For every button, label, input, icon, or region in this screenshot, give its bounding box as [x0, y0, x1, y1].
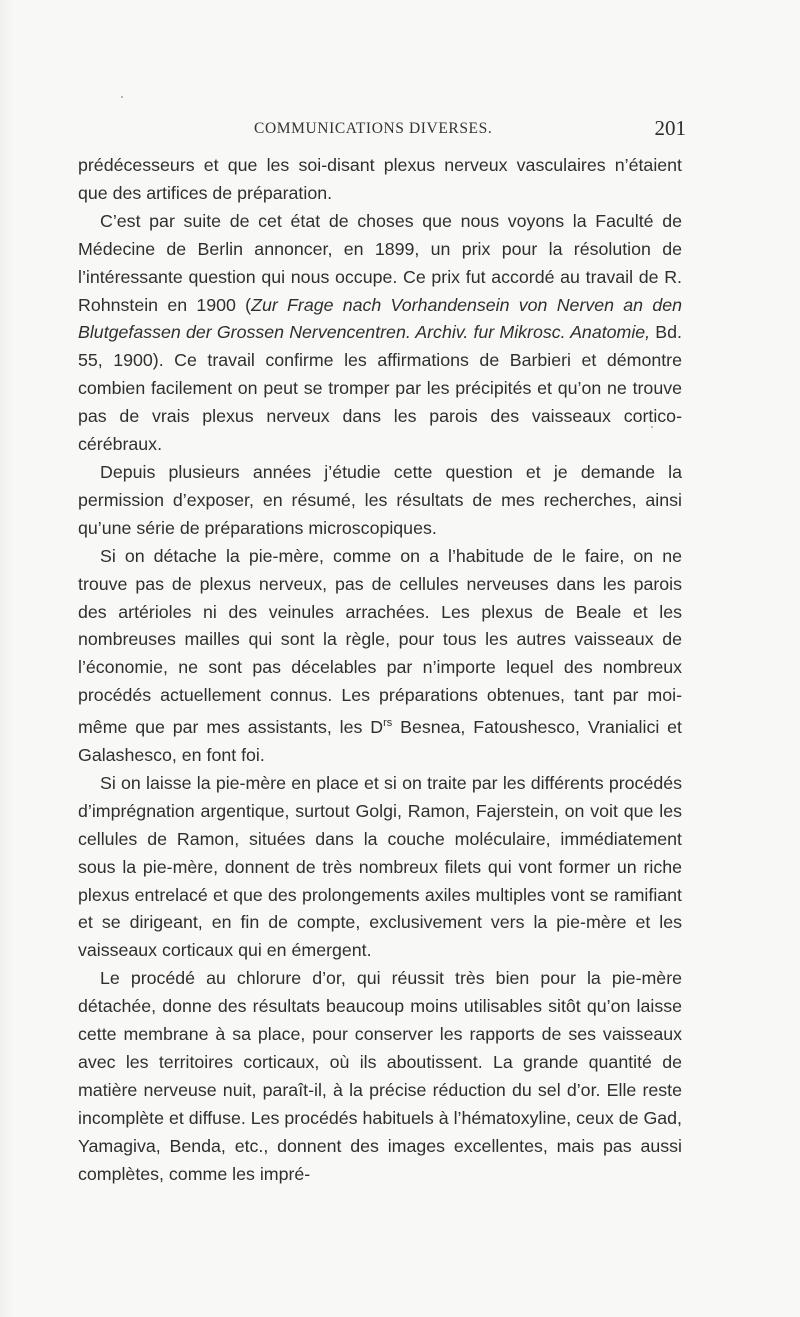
superscript: rs	[383, 717, 393, 730]
paragraph	[78, 543, 682, 770]
paragraph-text: C’est par suite de cet état de choses que nous voyons la Faculté de Médecine de Berlin annoncer, en 1899, un prix pour la résolution de l’intéressante question qui nous occupe. Ce prix fut accordé au travail de R. Rohnstein en 1900 (	[78, 210, 682, 315]
paragraph-text: Si on détache la pie-mère, comme on a l’habitude de le faire, on ne trouve pas de plexus nerveux, pas de cellules nerveuses dans les parois des artérioles ni des veinules arrachées. Les plexus de Beale et les nombreuses mailles qui sont la règle, pour tous les autres vaisseaux de l’économie, ne sont pas décelables par n’importe lequel des nombreux procédés actuellement connus. Les préparations obtenues, tant par moi-même que par mes assistants, les D	[78, 545, 682, 738]
paper-speck	[651, 426, 653, 428]
paragraph: Si on laisse la pie-mère en place et si on traite par les différents procédés d’imprégnation argentique, surtout Golgi, Ramon, Fajerstein, on voit que les cellules de Ramon, situées dans la couche moléculaire, immédiatement sous la pie-mère, donnent de très nombreux filets qui vont former un riche plexus entrelacé et que des prolongements axiles multiples vont se ramifiant et se dirigeant, en fin de compte, exclusivement vers la pie-mère et les vaisseaux corticaux qui en émergent.	[78, 772, 682, 961]
page-number: 201	[654, 116, 686, 140]
page-header	[254, 116, 686, 144]
paragraph: Depuis plusieurs années j’étudie cette question et je demande la permission d’exposer, en résumé, les résultats de mes recherches, ainsi qu’une série de préparations microscopiques.	[78, 461, 682, 538]
paragraph	[78, 208, 682, 459]
running-head: COMMUNICATIONS DIVERSES.	[254, 120, 493, 137]
paper-speck	[121, 96, 123, 98]
citation-title: Zur Frage nach Vorhandensein von Nerven an den Blutgefassen der Grossen Nervencentren. Archiv. fur Mikrosc. Anatomie,	[78, 294, 682, 343]
paragraph: Le procédé au chlorure d’or, qui réussit très bien pour la pie-mère détachée, donne des résultats beaucoup moins utilisables sitôt qu’on laisse cette membrane à sa place, pour conserver les rapports de ses vaisseaux avec les territoires corticaux, où ils aboutissent. La grande quantité de matière nerveuse nuit, paraît-il, à la précise réduction du sel d’or. Elle reste incomplète et diffuse. Les procédés habituels à l’hématoxyline, ceux de Gad, Yamagiva, Benda, etc., donnent des images excellentes, mais pas aussi complètes, comme les impré-	[78, 968, 682, 1184]
paragraph-text: Besnea, Fatoushesco, Vranialici et Galashesco, en font foi.	[78, 717, 682, 766]
body-text	[78, 152, 682, 1189]
paragraph: prédécesseurs et que les soi-disant plexus nerveux vasculaires n’étaient que des artifices de préparation.	[78, 155, 682, 203]
paragraph-text: Bd. 55, 1900). Ce travail confirme les affirmations de Barbieri et démontre combien facilement on peut se tromper par les précipités et qu’on ne trouve pas de vrais plexus nerveux dans les parois des vaisseaux cortico-cérébraux.	[78, 322, 682, 455]
